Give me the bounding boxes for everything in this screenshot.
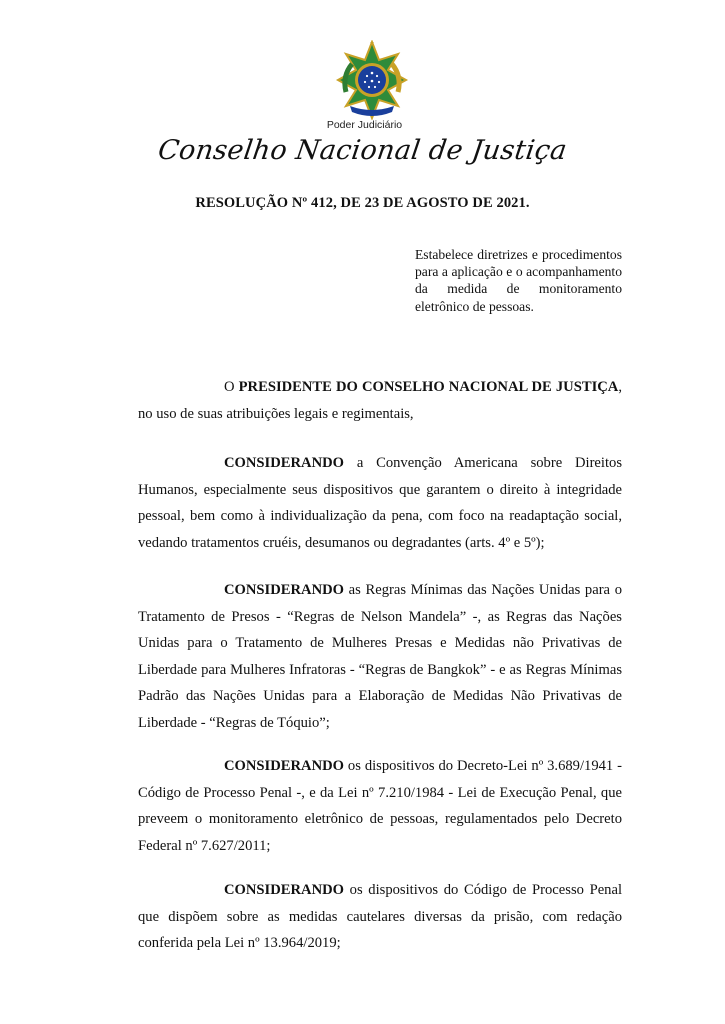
org-name: Poder Judiciário <box>326 119 403 131</box>
preamble-lead: O <box>224 379 239 395</box>
preamble-paragraph <box>138 374 622 427</box>
council-name: Conselho Nacional de Justiça <box>156 135 569 166</box>
brazil-coat-of-arms-icon <box>332 40 412 120</box>
considerando-keyword: CONSIDERANDO <box>224 882 345 898</box>
considerando-text: a Convenção Americana sobre Direitos Humanos, especialmente seus dispositivos que garantem o direito à integridade pessoal, bem como à individualização da pena, com foco na readaptação social, vedando tratamentos cruéis, desumanos ou degradantes (arts. 4º e 5º); <box>138 455 622 551</box>
considerando-text: as Regras Mínimas das Nações Unidas para o Tratamento de Presos - “Regras de Nelson Mandela” -, as Regras das Nações Unidas para o Tratamento de Mulheres Presas e Medidas não Privativas de Liberdade para Mulheres Infratoras - “Regras de Bangkok” - e as Regras Mínimas Padrão das Nações Unidas para a Elaboração de Medidas Não Privativas de Liberdade - “Regras de Tóquio”; <box>138 582 622 731</box>
considerando-paragraph <box>138 577 622 736</box>
considerando-paragraph <box>138 753 622 859</box>
considerando-keyword: CONSIDERANDO <box>224 582 345 598</box>
ementa-text: Estabelece diretrizes e procedimentos para a aplicação e o acompanhamento da medida de monitoramento eletrônico de pessoas. <box>415 247 622 314</box>
considerando-keyword: CONSIDERANDO <box>224 758 345 774</box>
considerando-text: os dispositivos do Código de Processo Penal que dispõem sobre as medidas cautelares diversas da prisão, com redação conferida pela Lei nº 13.964/2019; <box>138 882 622 951</box>
considerando-text: os dispositivos do Decreto-Lei nº 3.689/1941 - Código de Processo Penal -, e da Lei nº 7.210/1984 - Lei de Execução Penal, que preveem o monitoramento eletrônico de pessoas, regulamentados pelo Decreto Federal nº 7.627/2011; <box>138 758 622 854</box>
considerando-paragraph <box>138 450 622 556</box>
considerando-keyword: CONSIDERANDO <box>224 455 345 471</box>
considerando-paragraph <box>138 877 622 957</box>
resolution-title: RESOLUÇÃO Nº 412, DE 23 DE AGOSTO DE 2021. <box>195 195 530 211</box>
preamble-rest: , no uso de suas atribuições legais e regimentais, <box>138 379 622 422</box>
preamble-president: PRESIDENTE DO CONSELHO NACIONAL DE JUSTIÇA <box>238 379 619 395</box>
